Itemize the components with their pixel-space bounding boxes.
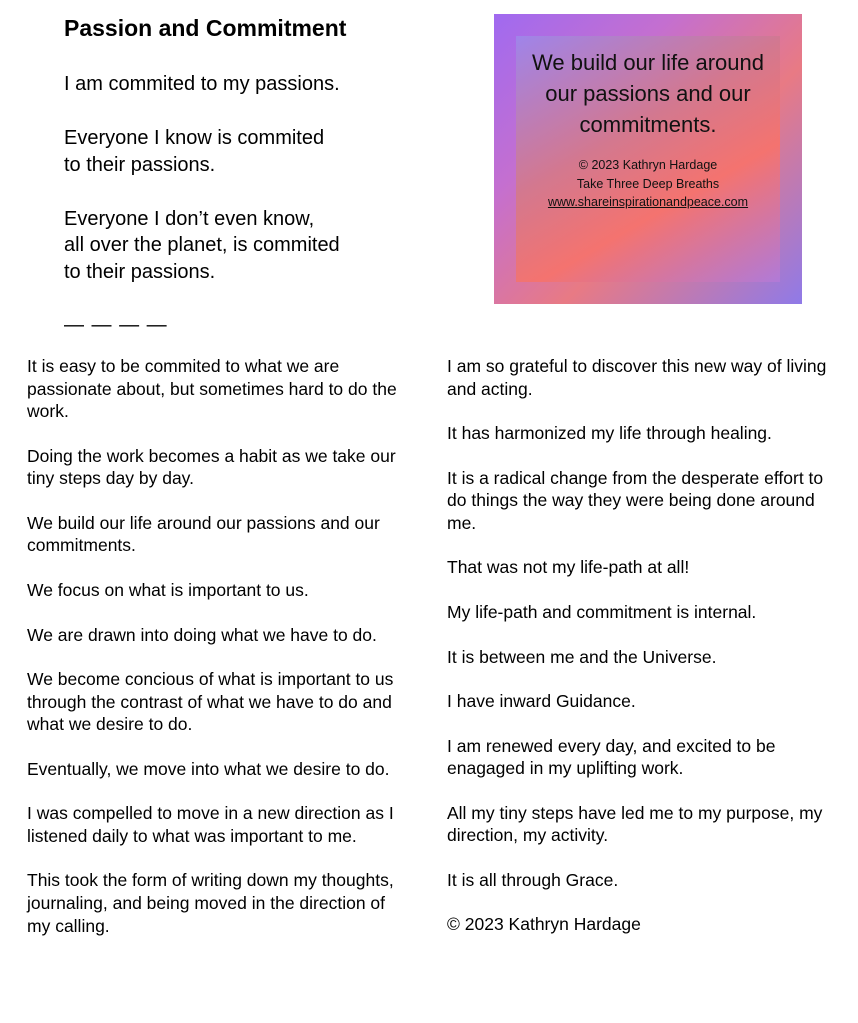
body-paragraph: I am renewed every day, and excited to be enagaged in my uplifting work.: [447, 735, 776, 779]
body-paragraph: We focus on what is important to us.: [27, 579, 309, 600]
body-paragraph: I am so grateful to discover this new way of living and acting.: [447, 356, 827, 399]
body-paragraph: It has harmonized my life through healing.: [447, 423, 772, 444]
body-paragraph: That was not my life-path at all!: [447, 557, 690, 578]
body-paragraph: It is all through Grace.: [447, 869, 619, 890]
body-paragraph: I have inward Guidance.: [447, 691, 636, 712]
body-paragraph: This took the form of writing down my thoughts, journaling, and being moved in the direction of my calling.: [27, 870, 394, 936]
body-paragraph: We are drawn into doing what we have to do.: [27, 624, 377, 645]
left-text-column: [0, 355, 430, 959]
header-section: [0, 0, 858, 337]
body-copyright: © 2023 Kathryn Hardage: [447, 914, 641, 935]
body-paragraph: It is easy to be commited to what we are passionate about, but sometimes hard to do the work.: [27, 356, 397, 422]
card-tagline: Take Three Deep Breaths: [576, 176, 720, 191]
card-copyright: © 2023 Kathryn Hardage: [578, 158, 718, 173]
page-title: Passion and Commitment: [64, 15, 347, 41]
card-website-link[interactable]: www.shareinspirationandpeace.com: [547, 194, 749, 209]
body-paragraph: My life-path and commitment is internal.: [447, 601, 757, 622]
body-paragraph: We build our life around our passions and our commitments.: [27, 512, 380, 556]
intro-paragraph-1: I am commited to my passions.: [64, 72, 340, 95]
card-headline: We build our life around our passions and our commitments.: [532, 50, 764, 137]
intro-paragraph-3: Everyone I don’t even know, all over the planet, is commited to their passions.: [64, 207, 340, 283]
body-paragraph: We become concious of what is important to us through the contrast of what we have to do and what we desire to do.: [27, 669, 394, 735]
card-credit-block: [548, 156, 748, 210]
card-inner-panel: [516, 36, 780, 282]
card-outer-frame: [494, 14, 802, 304]
body-paragraph: Doing the work becomes a habit as we take our tiny steps day by day.: [27, 445, 396, 489]
body-paragraph: It is a radical change from the desperate effort to do things the way they were being done around me.: [447, 467, 824, 533]
body-paragraph: I was compelled to move in a new direction as I listened daily to what was important to me.: [27, 803, 394, 846]
intro-column: [0, 14, 430, 337]
body-paragraph: Eventually, we move into what we desire to do.: [27, 758, 390, 779]
inspiration-card: [494, 14, 802, 304]
intro-paragraph-2: Everyone I know is commited to their passions.: [64, 127, 325, 176]
body-paragraph: All my tiny steps have led me to my purpose, my direction, my activity.: [447, 802, 823, 846]
body-columns: [0, 355, 858, 959]
section-divider: — — — —: [64, 314, 168, 337]
body-paragraph: It is between me and the Universe.: [447, 646, 717, 667]
right-text-column: [430, 355, 858, 959]
